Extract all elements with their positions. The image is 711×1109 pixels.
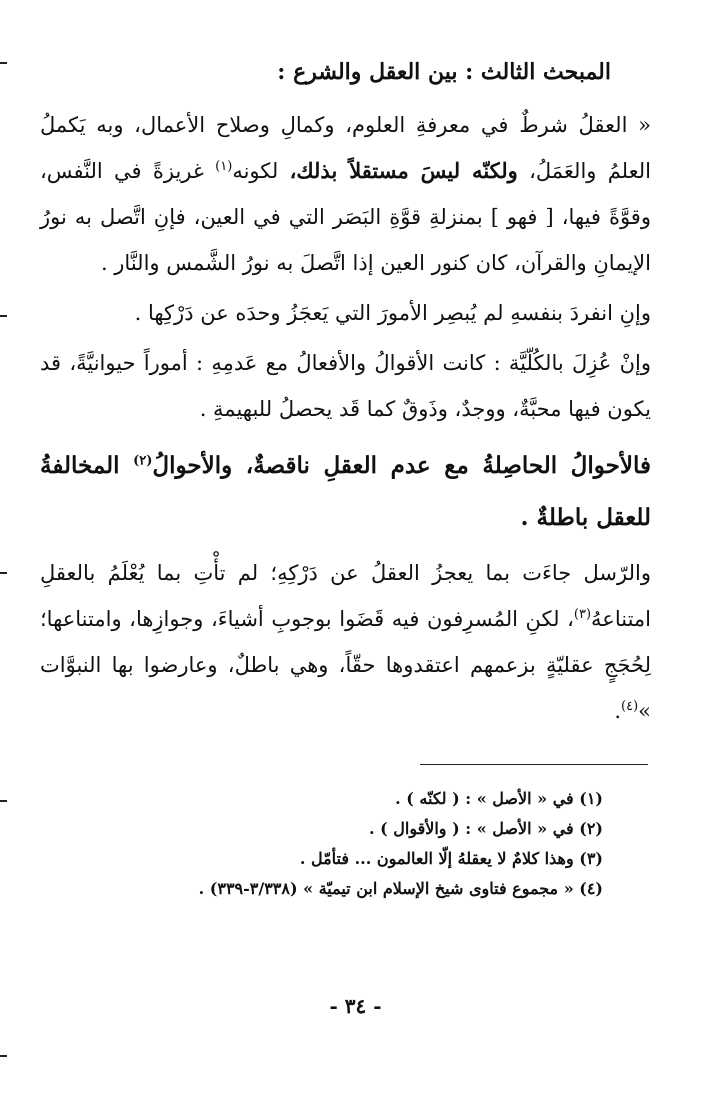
footnote: (١) في « الأصل » : ( لكنّه ) . <box>395 789 603 808</box>
bold-text: ولكنّه ليسَ مستقلاً بذلك، <box>289 158 518 183</box>
text-run: وإنْ عُزِلَ بالكُلّيَّة : كانت الأقوالُ والأفعالُ مع عَدمِهِ : أموراً حيوانيَّةً، قد يكون فيها محبَّةٌ، ووجدٌ، وذَوقٌ كما قَد يحصلُ للبهيمةِ . <box>40 351 651 421</box>
paragraph <box>40 290 651 336</box>
text-run: غريزةً في النَّفس، وقوَّةً فيها، [ فهو ] بمنزلةِ قوَّةِ البَصَر التي في العين، فإنِ اتَّصل به نورُ الإيمانِ والقرآن، كان كنور العين إذا اتَّصلَ به نورُ الشَّمس والنَّار . <box>40 159 651 275</box>
page-number: - ٣٤ - <box>329 994 382 1018</box>
text-run: لكونه <box>232 159 290 183</box>
text-run: المخالفةُ للعقل باطلةٌ . <box>40 452 651 531</box>
text-run: فالأحوالُ الحاصِلةُ مع عدم العقلِ ناقصةٌ، والأحوالُ <box>152 452 652 479</box>
footnote: (٤) « مجموع فتاوى شيخ الإسلام ابن تيميّة » (٣/٣٣٨-٣٣٩) . <box>198 879 603 898</box>
scan-edge-mark <box>0 315 7 317</box>
footnote-ref: (٢) <box>133 453 153 469</box>
footnote-ref: (١) <box>215 159 233 174</box>
footnote-ref: (٣) <box>573 607 592 622</box>
paragraph <box>40 340 651 432</box>
text-run: والرّسل جاءَت بما يعجزُ العقلُ عن دَرْكِهِ؛ لم تأْتِ بما يُعْلَمُ بالعقلِ امتناعهُ <box>40 561 651 631</box>
footnote: (٢) في « الأصل » : ( والأقوال ) . <box>368 819 603 838</box>
footnote-ref: (٤) <box>621 699 639 714</box>
footnotes <box>120 784 603 904</box>
scan-edge-mark <box>0 800 7 802</box>
main-text <box>40 102 651 736</box>
scan-edge-mark <box>0 572 7 574</box>
scan-edge-mark <box>0 1055 7 1057</box>
footnote-divider <box>420 764 648 765</box>
scan-edge-mark <box>0 62 7 64</box>
section-heading: المبحث الثالث : بين العقل والشرع : <box>277 59 611 85</box>
text-run: ، لكنِ المُسرِفون فيه قَضَوا بوجوبِ أشياءَ، وجوازِها، وامتناعها؛ لِحُجَجٍ عقليّةٍ بزعمهم اعتقدوها حقّاً، وهي باطلٌ، وعارضوا بها النبوَّات » <box>40 607 651 723</box>
paragraph-emphasis <box>40 440 651 544</box>
paragraph <box>40 102 651 286</box>
text-run: « العقلُ شرطٌ في معرفةِ العلوم، وكمالِ وصلاح الأعمال، وبه يَكملُ العلمُ والعَمَلُ، <box>40 113 651 183</box>
text-run: . <box>614 699 621 723</box>
paragraph <box>40 550 651 734</box>
text-run: وإنِ انفردَ بنفسهِ لم يُبصِر الأمورَ التي يَعجَزُ وحدَه عن دَرْكِها . <box>134 301 651 325</box>
footnote: (٣) وهذا كلامٌ لا يعقلهُ إلّا العالمون ... فتأمّل . <box>299 849 603 868</box>
